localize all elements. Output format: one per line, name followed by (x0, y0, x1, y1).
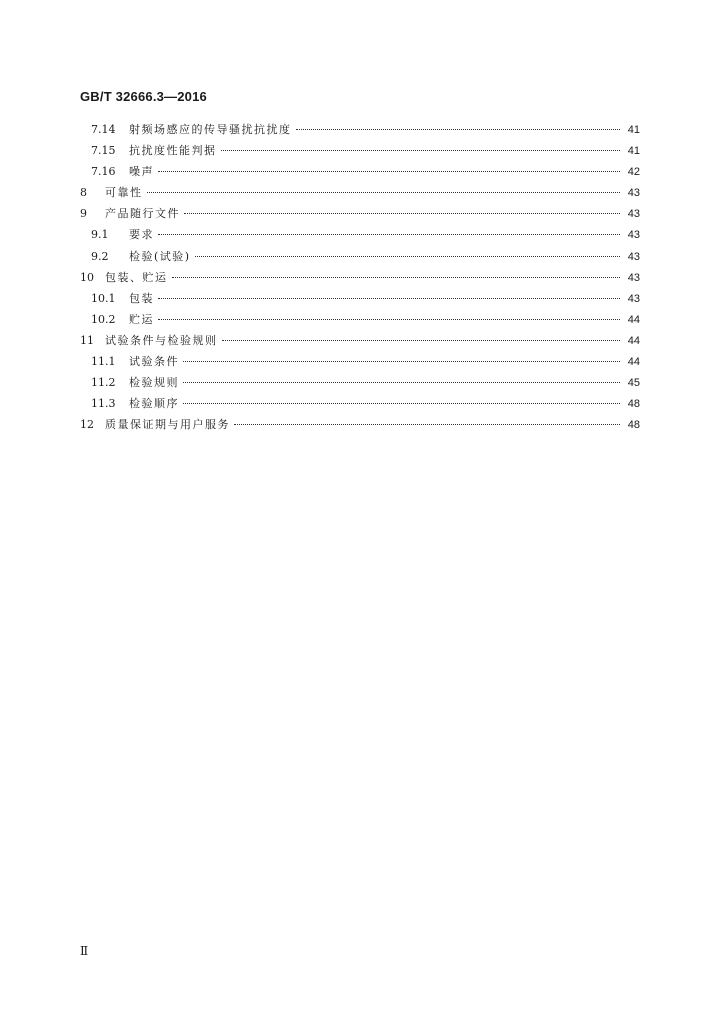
toc-entry-page: 44 (627, 356, 640, 369)
toc-entry[interactable] (80, 311, 640, 332)
toc-entry-number: 10.1 (91, 291, 116, 305)
table-of-contents (80, 121, 640, 437)
toc-entry-number: 7.15 (91, 144, 116, 158)
toc-entry-number: 11.2 (91, 376, 116, 390)
page-number: Ⅱ (80, 944, 89, 958)
toc-entry-number: 7.14 (91, 123, 116, 136)
toc-leader-dots (158, 319, 620, 320)
toc-entry-title: 贮运 (129, 312, 154, 326)
toc-entry-page: 48 (627, 419, 640, 432)
toc-entry-title: 产品随行文件 (105, 207, 180, 221)
toc-entry-title: 检验顺序 (129, 397, 179, 411)
toc-entry[interactable] (80, 353, 640, 374)
toc-entry-page: 43 (627, 250, 640, 263)
toc-entry-number: 10 (80, 270, 94, 284)
toc-entry[interactable] (80, 142, 640, 163)
toc-leader-dots (158, 234, 620, 235)
toc-entry-number: 9 (80, 207, 87, 221)
toc-leader-dots (172, 277, 621, 278)
toc-leader-dots (184, 213, 620, 214)
toc-entry-number: 9.2 (91, 249, 109, 263)
toc-entry-title: 抗扰度性能判据 (129, 144, 217, 158)
toc-entry-title: 要求 (129, 228, 154, 242)
toc-entry-page: 42 (627, 166, 640, 179)
toc-entry-title: 质量保证期与用户服务 (105, 418, 230, 432)
toc-entry[interactable] (80, 205, 640, 226)
toc-entry-title: 可靠性 (105, 186, 143, 200)
toc-entry-number: 11 (80, 333, 94, 347)
toc-entry[interactable] (80, 226, 640, 247)
toc-entry-title: 包装、贮运 (105, 270, 168, 284)
toc-leader-dots (147, 192, 621, 193)
toc-entry-number: 12 (80, 418, 94, 432)
toc-entry-title: 试验条件 (129, 355, 179, 369)
toc-entry-title: 射频场感应的传导骚扰抗扰度 (129, 123, 292, 136)
toc-entry-page: 41 (627, 124, 640, 136)
toc-leader-dots (158, 171, 620, 172)
toc-entry[interactable] (80, 332, 640, 353)
toc-leader-dots (183, 403, 620, 404)
toc-entry-title: 试验条件与检验规则 (105, 333, 218, 347)
toc-entry[interactable] (80, 248, 640, 269)
document-header-standard-id: GB/T 32666.3—2016 (80, 89, 207, 104)
toc-entry-number: 11.1 (91, 355, 116, 369)
toc-entry-title: 检验(试验) (129, 249, 191, 263)
toc-entry[interactable] (80, 269, 640, 290)
toc-leader-dots (158, 298, 620, 299)
toc-entry[interactable] (80, 290, 640, 311)
toc-entry-page: 44 (627, 334, 640, 347)
toc-entry-page: 48 (627, 398, 640, 411)
toc-entry-page: 41 (627, 145, 640, 158)
toc-entry-page: 45 (627, 377, 640, 390)
toc-leader-dots (183, 361, 620, 362)
toc-entry-title: 检验规则 (129, 376, 179, 390)
toc-entry-page: 44 (627, 313, 640, 326)
toc-leader-dots (296, 129, 621, 130)
toc-entry-number: 8 (80, 186, 87, 200)
toc-entry[interactable] (80, 163, 640, 184)
toc-entry[interactable] (80, 374, 640, 395)
toc-entry[interactable] (80, 121, 640, 142)
toc-entry-page: 43 (627, 208, 640, 221)
toc-entry-number: 11.3 (91, 397, 116, 411)
toc-entry[interactable] (80, 416, 640, 437)
toc-entry-number: 9.1 (91, 228, 109, 242)
toc-entry-number: 7.16 (91, 165, 116, 179)
toc-leader-dots (221, 150, 621, 151)
toc-entry-page: 43 (627, 229, 640, 242)
toc-entry-number: 10.2 (91, 312, 116, 326)
toc-entry-page: 43 (627, 271, 640, 284)
toc-leader-dots (234, 424, 620, 425)
toc-entry[interactable] (80, 395, 640, 416)
toc-entry-title: 包装 (129, 291, 154, 305)
toc-entry-page: 43 (627, 187, 640, 200)
toc-leader-dots (183, 382, 620, 383)
toc-leader-dots (222, 340, 621, 341)
toc-leader-dots (195, 256, 620, 257)
toc-entry-title: 噪声 (129, 165, 154, 179)
toc-entry-page: 43 (627, 292, 640, 305)
toc-entry[interactable] (80, 184, 640, 205)
